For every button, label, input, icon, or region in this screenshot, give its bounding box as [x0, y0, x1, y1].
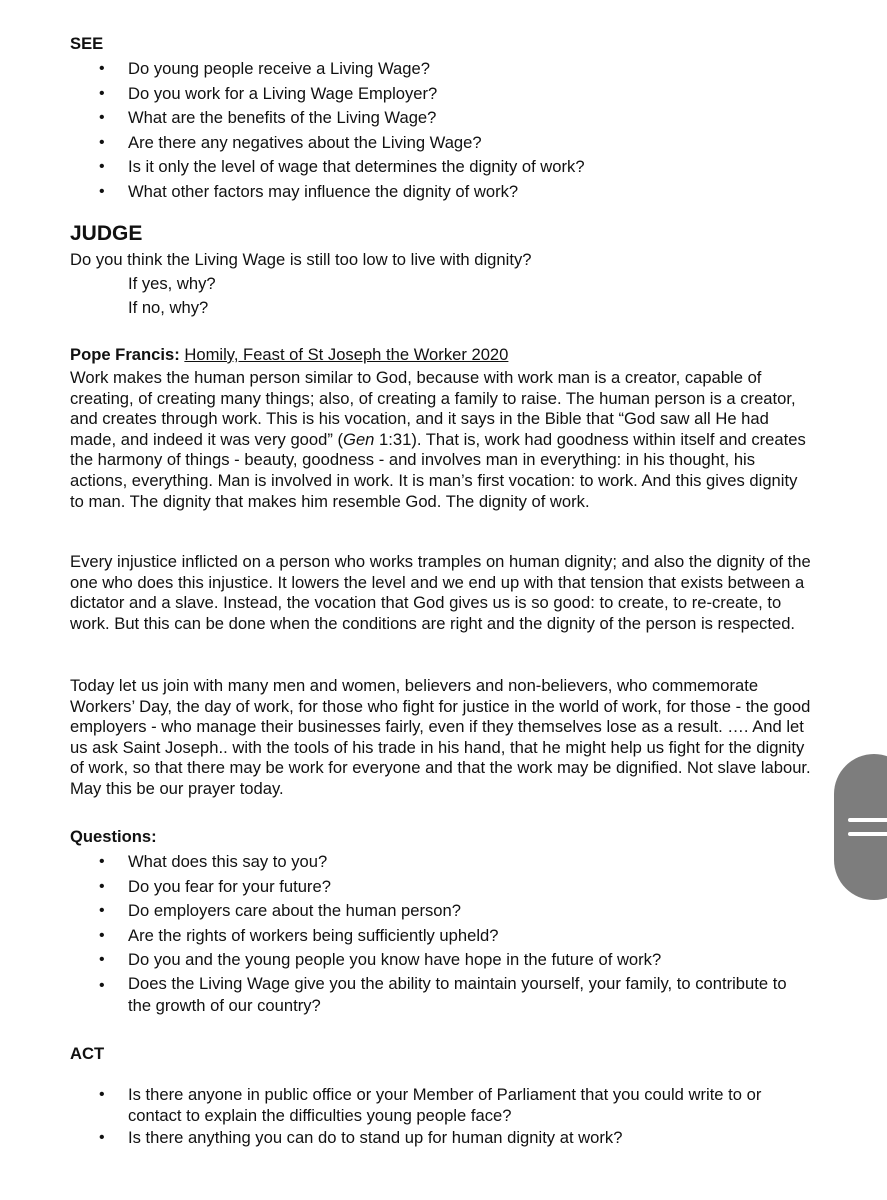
bullet-icon: • — [99, 109, 105, 126]
list-item: • Do you work for a Living Wage Employer? — [0, 82, 808, 107]
bullet-icon: • — [99, 926, 105, 944]
bullet-icon: • — [99, 877, 105, 895]
questions-heading: Questions: — [70, 827, 157, 846]
scroll-handle[interactable] — [834, 754, 887, 900]
act-heading: ACT — [70, 1044, 105, 1063]
quote-paragraph-1: Work makes the human person similar to God, because with work man is a creator, capable of creating, of creating many things; also, of creating a family to raise. The human person is a creator, and creates through work. This is his vocation, and it says in the Bible that “God saw all He had made, and indeed it was very good” (Gen 1:31). That is, work had goodness within itself and creates the harmony of things - beauty, goodness - and involves man in everything: in his thought, his actions, everything. Man is involved in work. It is man’s first vocation: to work. And this gives dignity to man. The dignity that makes him resemble God. The dignity of work. — [70, 368, 806, 511]
quote-paragraph-2: Every injustice inflicted on a person who works tramples on human dignity; and also the dignity of the one who does this injustice. It lowers the level and we end up with that tension that exists between a dictator and a slave. Instead, the vocation that God gives us is so good: to create, to re-create, to work. But this can be done when the conditions are right and the dignity of the person is respected. — [70, 552, 811, 633]
judge-heading: JUDGE — [70, 222, 143, 245]
bullet-icon: • — [99, 1086, 105, 1103]
bullet-icon: • — [99, 1129, 105, 1146]
list-item: • What are the benefits of the Living Wage? — [0, 106, 808, 131]
list-item: • Does the Living Wage give you the ability to maintain yourself, your family, to contribute to the growth of our country? — [99, 973, 787, 1015]
list-item: • Is it only the level of wage that determines the dignity of work? — [0, 155, 808, 180]
bullet-icon: • — [99, 182, 105, 200]
quote-author: Pope Francis: — [70, 345, 180, 364]
bullet-icon: • — [99, 60, 105, 77]
handle-bar-icon — [848, 832, 887, 836]
list-item: • Is there anyone in public office or your Member of Parliament that you could write to or contact to explain the difficulties young people face? — [99, 1085, 762, 1125]
questions-list — [0, 850, 887, 1017]
bullet-icon: • — [99, 951, 105, 968]
list-item: • Is there anything you can do to stand up for human dignity at work? — [99, 1128, 623, 1147]
bullet-icon: • — [99, 158, 105, 175]
bullet-icon: • — [99, 84, 105, 102]
quote-citation — [70, 345, 810, 366]
list-item: • Do young people receive a Living Wage? — [0, 57, 808, 82]
list-item: • Are there any negatives about the Living Wage? — [0, 131, 808, 156]
handle-bar-icon — [848, 818, 887, 822]
judge-question: Do you think the Living Wage is still too low to live with dignity? — [70, 250, 532, 269]
list-item: • What does this say to you? — [0, 850, 808, 875]
list-item: • Do employers care about the human person? — [0, 899, 808, 924]
list-item: • Are the rights of workers being sufficiently upheld? — [0, 924, 808, 949]
list-item: • Do you fear for your future? — [0, 875, 808, 900]
see-list — [0, 57, 887, 204]
see-heading: SEE — [70, 34, 104, 53]
act-list — [0, 1085, 887, 1149]
quote-paragraph-3: Today let us join with many men and women, believers and non-believers, who commemorate Workers’ Day, the day of work, for those who fight for justice in the world of work, for those - the good employers - who manage their businesses fairly, even if they themselves lose as a result. …. And let us ask Saint Joseph.. with the tools of his trade in his hand, that he might help us fight for the dignity of work, so that there may be work for everyone and that the work may be dignified. Not slave labour. May this be our prayer today. — [70, 676, 811, 798]
bullet-icon: • — [99, 976, 105, 994]
judge-if-yes: If yes, why? — [128, 274, 216, 293]
bullet-icon: • — [99, 853, 105, 870]
bullet-icon: • — [99, 133, 105, 151]
quote-source: Homily, Feast of St Joseph the Worker 2020 — [184, 345, 509, 364]
bullet-icon: • — [99, 902, 105, 919]
list-item: • Do you and the young people you know have hope in the future of work? — [0, 948, 808, 973]
judge-if-no: If no, why? — [128, 298, 209, 317]
list-item: • What other factors may influence the dignity of work? — [0, 180, 808, 205]
